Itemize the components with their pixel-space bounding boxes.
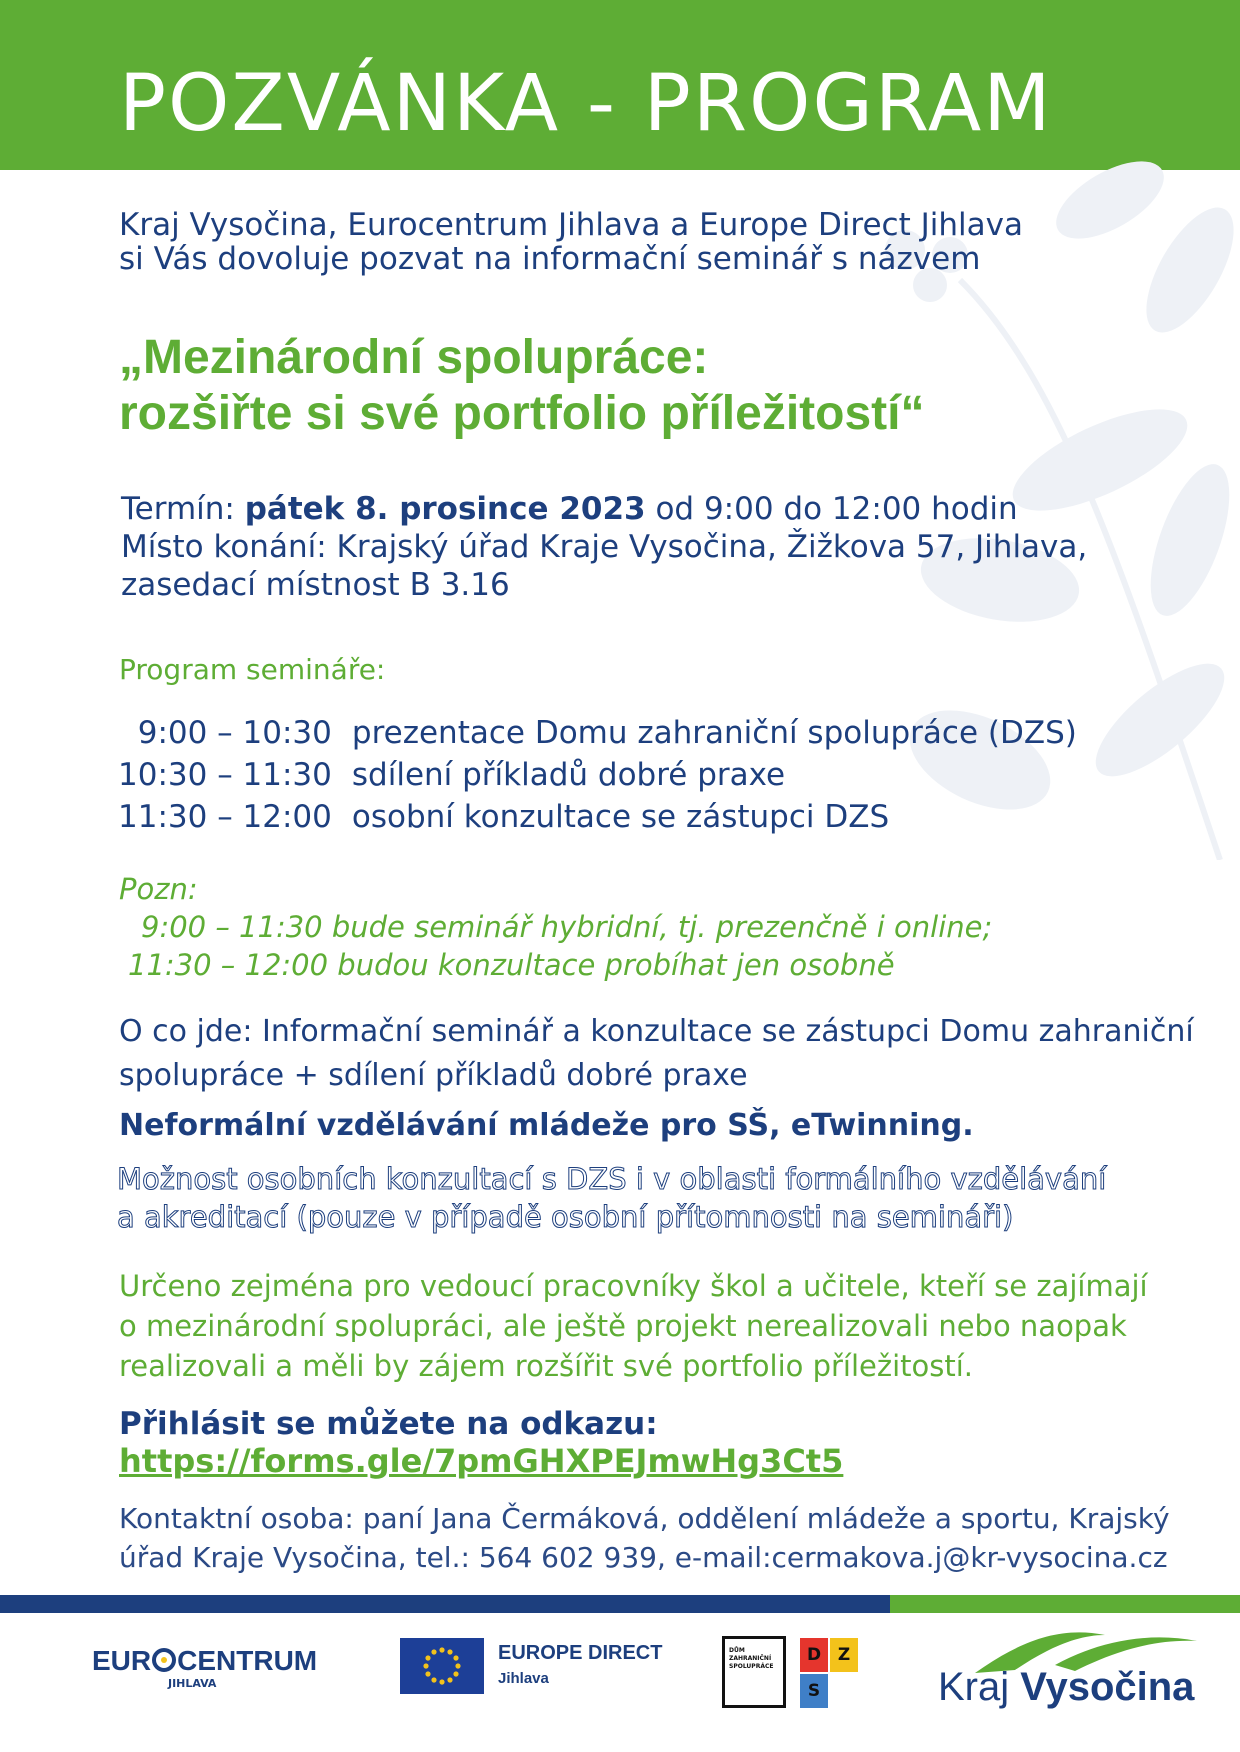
program-label: Program semináře: <box>119 653 386 686</box>
register-link[interactable]: https://forms.gle/7pmGHXPEJmwHg3Ct5 <box>119 1442 844 1480</box>
audience-line-3: realizovali a měli by zájem rozšířit své portfolio příležitostí. <box>119 1349 974 1383</box>
program-row <box>118 754 1077 796</box>
dzs-letter-s: S <box>800 1674 828 1708</box>
page-title: POZVÁNKA - PROGRAM <box>119 59 1053 149</box>
termin-date: pátek 8. prosince 2023 <box>244 491 646 527</box>
footer-bar-blue <box>0 1595 890 1613</box>
eurocentrum-name-left: EUR <box>92 1645 152 1676</box>
event-details <box>121 490 1087 604</box>
note-line-2: 11:30 – 12:00 budou konzultace probíhat jen osobně <box>128 948 895 982</box>
place-line-1: Místo konání: Krajský úřad Kraje Vysočina, Žižkova 57, Jihlava, <box>121 529 1088 565</box>
about-text <box>119 1010 1194 1098</box>
program-text: osobní konzultace se zástupci DZS <box>351 799 890 835</box>
program-row <box>118 796 1077 838</box>
header-banner <box>0 0 1240 170</box>
program-text: prezentace Domu zahraniční spolupráce (DZS) <box>351 715 1077 751</box>
seminar-title-line-1: „Mezinárodní spolupráce: <box>119 331 709 384</box>
intro-line-1: Kraj Vysočina, Eurocentrum Jihlava a Europe Direct Jihlava <box>119 207 1023 243</box>
about-line-1: O co jde: Informační seminář a konzultace se zástupci Domu zahraniční <box>119 1014 1194 1049</box>
termin-label: Termín: <box>121 491 245 527</box>
kraj-vysocina-logo <box>935 1625 1205 1715</box>
seminar-title-line-2: rozšiřte si své portfolio příležitostí“ <box>119 387 925 440</box>
dzs-letter-d: D <box>800 1638 828 1672</box>
contact-text <box>119 1499 1170 1577</box>
audience-line-2: o mezinárodní spolupráci, ale ještě projekt nerealizovali nebo naopak <box>119 1309 1127 1343</box>
seminar-title <box>119 330 924 442</box>
audience-line-1: Určeno zejména pro vedoucí pracovníky škol a učitele, kteří se zajímají <box>119 1269 1148 1303</box>
place-line-2: zasedací místnost B 3.16 <box>121 567 510 603</box>
footer-bar-green <box>890 1595 1240 1613</box>
intro-text <box>119 208 1023 276</box>
note-label: Pozn: <box>119 872 198 906</box>
contact-line-2: úřad Kraje Vysočina, tel.: 564 602 939, e-mail:cermakova.j@kr-vysocina.cz <box>119 1541 1168 1574</box>
termin-time: od 9:00 do 12:00 hodin <box>645 491 1018 527</box>
program-time: 11:30 – 12:00 <box>118 799 332 835</box>
kraj-name-part-1: Kraj <box>938 1665 1021 1709</box>
dzs-caption: DŮM ZAHRANIČNÍ SPOLUPRÁCE <box>722 1636 786 1708</box>
eurocentrum-star-icon <box>151 1647 177 1673</box>
consult-line-1: Možnost osobních konzultací s DZS i v oblasti formálního vzdělávání <box>117 1162 1107 1196</box>
note <box>119 870 992 984</box>
program-row <box>118 712 1077 754</box>
highlight-text: Neformální vzdělávání mládeže pro SŠ, eTwinning. <box>119 1108 974 1143</box>
consult-line-2: a akreditací (pouze v případě osobní přítomnosti na semináři) <box>117 1200 1014 1234</box>
program-text: sdílení příkladů dobré praxe <box>351 757 786 793</box>
intro-line-2: si Vás dovoluje pozvat na informační seminář s názvem <box>119 241 981 277</box>
eurocentrum-logo <box>92 1645 318 1690</box>
register-label: Přihlásit se můžete na odkazu: <box>119 1406 658 1442</box>
consult-text <box>117 1160 1106 1236</box>
about-line-2: spolupráce + sdílení příkladů dobré praxe <box>119 1058 748 1093</box>
eurocentrum-name-right: CENTRUM <box>177 1645 318 1676</box>
contact-line-1: Kontaktní osoba: paní Jana Čermáková, oddělení mládeže a sportu, Krajský <box>119 1502 1170 1535</box>
kraj-name-part-2: Vysočina <box>1020 1665 1195 1709</box>
europe-direct-sub: Jihlava <box>498 1670 549 1687</box>
dzs-letter-z: Z <box>830 1638 858 1672</box>
eurocentrum-sub: JIHLAVA <box>168 1677 217 1690</box>
audience-text <box>119 1266 1148 1386</box>
note-line-1: 9:00 – 11:30 bude seminář hybridní, tj. prezenčně i online; <box>141 910 993 944</box>
europe-direct-name: EUROPE DIRECT <box>498 1642 663 1664</box>
program-table <box>118 712 1077 838</box>
eu-flag-icon <box>400 1638 484 1694</box>
dzs-logo <box>722 1636 870 1711</box>
program-time: 10:30 – 11:30 <box>118 757 332 793</box>
kraj-vysocina-name <box>938 1665 1194 1710</box>
program-time: 9:00 – 10:30 <box>137 715 332 751</box>
